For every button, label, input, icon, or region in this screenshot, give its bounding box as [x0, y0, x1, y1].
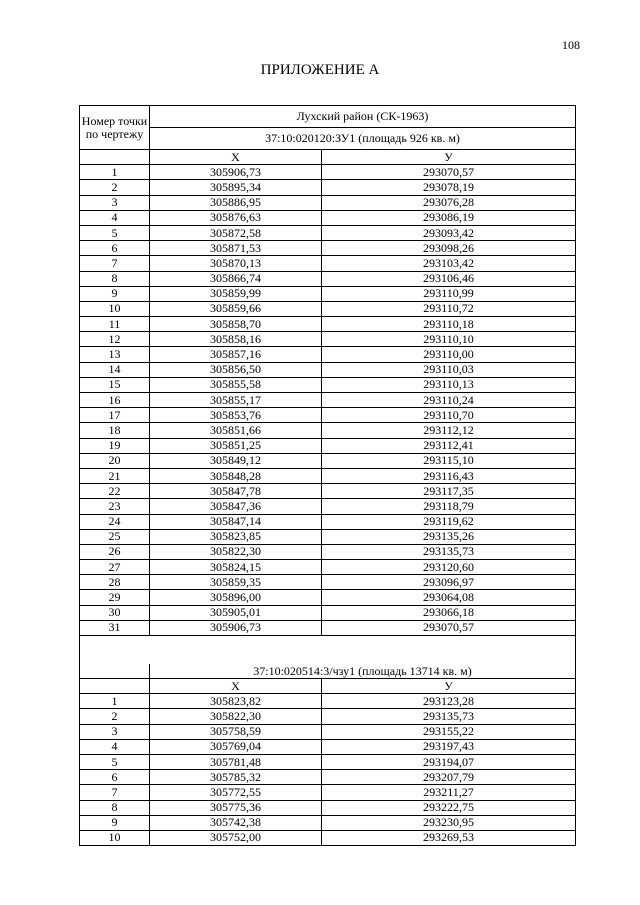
- coordinates-table-body: [80, 106, 576, 846]
- table-row: [80, 271, 576, 286]
- page-title: ПРИЛОЖЕНИЕ А: [260, 62, 380, 78]
- y-coordinate-cell: 293118,79: [322, 499, 576, 514]
- point-number-cell: 6: [80, 241, 150, 256]
- y-coordinate-cell: 293110,70: [322, 408, 576, 423]
- table-row: [80, 332, 576, 347]
- y-coordinate-cell: 293194,07: [322, 754, 576, 769]
- x-coordinate-cell: 305855,58: [150, 377, 322, 392]
- y-coordinate-cell: 293115,10: [322, 453, 576, 468]
- table-row: [80, 301, 576, 316]
- point-number-cell: 5: [80, 754, 150, 769]
- y-coordinate-cell: 293135,73: [322, 544, 576, 559]
- point-number-cell: 14: [80, 362, 150, 377]
- table-row: [80, 739, 576, 754]
- y-coordinate-cell: 293135,73: [322, 709, 576, 724]
- table-row: [80, 468, 576, 483]
- region-header: Лухский район (СК-1963): [150, 106, 576, 128]
- table-row: [80, 256, 576, 271]
- point-number-cell: 20: [80, 453, 150, 468]
- table-row: [80, 605, 576, 620]
- point-number-cell: 19: [80, 438, 150, 453]
- table-row: [80, 815, 576, 830]
- x-coordinate-cell: 305847,14: [150, 514, 322, 529]
- y-coordinate-cell: 293078,19: [322, 180, 576, 195]
- x-coordinate-cell: 305849,12: [150, 453, 322, 468]
- point-number-cell: 11: [80, 317, 150, 332]
- y-coordinate-cell: 293123,28: [322, 694, 576, 709]
- y-coordinate-cell: 293230,95: [322, 815, 576, 830]
- table-row: [80, 770, 576, 785]
- x-coordinate-cell: 305855,17: [150, 393, 322, 408]
- x-coordinate-cell: 305876,63: [150, 210, 322, 225]
- x-coordinate-cell: 305906,73: [150, 165, 322, 180]
- point-number-cell: 17: [80, 408, 150, 423]
- x-coordinate-cell: 305895,34: [150, 180, 322, 195]
- x-coordinate-cell: 305906,73: [150, 620, 322, 635]
- point-number-cell: 7: [80, 785, 150, 800]
- table-row: [80, 544, 576, 559]
- y-coordinate-cell: 293110,00: [322, 347, 576, 362]
- point-number-cell: 31: [80, 620, 150, 635]
- y-coordinate-cell: 293119,62: [322, 514, 576, 529]
- point-number-cell: 9: [80, 815, 150, 830]
- section-separator-row: [80, 636, 576, 665]
- table-row: [80, 317, 576, 332]
- x-coordinate-cell: 305781,48: [150, 754, 322, 769]
- x-coordinate-cell: 305785,32: [150, 770, 322, 785]
- page-number: 108: [562, 38, 580, 52]
- y-coordinate-cell: 293070,57: [322, 165, 576, 180]
- table-row: [80, 785, 576, 800]
- y-column-header: У: [322, 679, 576, 694]
- point-number-header: Номер точки по чертежу: [80, 106, 150, 150]
- x-coordinate-cell: 305823,82: [150, 694, 322, 709]
- table-row: [80, 830, 576, 845]
- point-number-cell: 22: [80, 484, 150, 499]
- y-coordinate-cell: 293112,41: [322, 438, 576, 453]
- point-number-cell: 9: [80, 286, 150, 301]
- point-number-cell: 3: [80, 724, 150, 739]
- y-coordinate-cell: 293066,18: [322, 605, 576, 620]
- table-row: [80, 514, 576, 529]
- table-row: [80, 210, 576, 225]
- y-coordinate-cell: 293103,42: [322, 256, 576, 271]
- y-coordinate-cell: 293197,43: [322, 739, 576, 754]
- table-row: [80, 724, 576, 739]
- y-coordinate-cell: 293110,18: [322, 317, 576, 332]
- x-coordinate-cell: 305847,36: [150, 499, 322, 514]
- x-coordinate-cell: 305752,00: [150, 830, 322, 845]
- table-row: [80, 393, 576, 408]
- table-row: [80, 590, 576, 605]
- x-coordinate-cell: 305886,95: [150, 195, 322, 210]
- point-number-cell: 3: [80, 195, 150, 210]
- table-row: [80, 709, 576, 724]
- table-row: [80, 560, 576, 575]
- table-row: [80, 165, 576, 180]
- point-number-cell: 8: [80, 800, 150, 815]
- y-coordinate-cell: 293086,19: [322, 210, 576, 225]
- x-coordinate-cell: 305851,25: [150, 438, 322, 453]
- table-row: [80, 241, 576, 256]
- y-coordinate-cell: 293064,08: [322, 590, 576, 605]
- y-coordinate-cell: 293070,57: [322, 620, 576, 635]
- point-number-cell: 1: [80, 165, 150, 180]
- point-number-cell: 7: [80, 256, 150, 271]
- y-coordinate-cell: 293112,12: [322, 423, 576, 438]
- x-coordinate-cell: 305870,13: [150, 256, 322, 271]
- y-coordinate-cell: 293110,24: [322, 393, 576, 408]
- axes-empty-cell: [80, 679, 150, 694]
- axes-empty-cell: [80, 150, 150, 165]
- y-coordinate-cell: 293106,46: [322, 271, 576, 286]
- x-coordinate-cell: 305822,30: [150, 544, 322, 559]
- x-coordinate-cell: 305871,53: [150, 241, 322, 256]
- x-coordinate-cell: 305851,66: [150, 423, 322, 438]
- y-coordinate-cell: 293211,27: [322, 785, 576, 800]
- y-column-header: У: [322, 150, 576, 165]
- table-row: [80, 195, 576, 210]
- y-coordinate-cell: 293110,72: [322, 301, 576, 316]
- y-coordinate-cell: 293110,03: [322, 362, 576, 377]
- point-number-cell: 4: [80, 739, 150, 754]
- point-number-cell: 13: [80, 347, 150, 362]
- x-coordinate-cell: 305822,30: [150, 709, 322, 724]
- point-number-cell: 26: [80, 544, 150, 559]
- x-coordinate-cell: 305772,55: [150, 785, 322, 800]
- y-coordinate-cell: 293135,26: [322, 529, 576, 544]
- point-number-cell: 29: [80, 590, 150, 605]
- y-coordinate-cell: 293207,79: [322, 770, 576, 785]
- x-coordinate-cell: 305859,35: [150, 575, 322, 590]
- x-coordinate-cell: 305872,58: [150, 225, 322, 240]
- table-row: [80, 499, 576, 514]
- point-number-cell: 24: [80, 514, 150, 529]
- header-row-axes: [80, 150, 576, 165]
- table-row: [80, 362, 576, 377]
- point-number-cell: 10: [80, 301, 150, 316]
- x-coordinate-cell: 305858,16: [150, 332, 322, 347]
- x-coordinate-cell: 305858,70: [150, 317, 322, 332]
- table-row: [80, 377, 576, 392]
- coordinates-table: [79, 105, 576, 846]
- y-coordinate-cell: 293222,75: [322, 800, 576, 815]
- x-coordinate-cell: 305823,85: [150, 529, 322, 544]
- x-coordinate-cell: 305769,04: [150, 739, 322, 754]
- table-row: [80, 408, 576, 423]
- header-row-region: [80, 106, 576, 128]
- point-number-cell: 16: [80, 393, 150, 408]
- table-row: [80, 180, 576, 195]
- point-number-cell: 6: [80, 770, 150, 785]
- x-coordinate-cell: 305847,78: [150, 484, 322, 499]
- x-coordinate-cell: 305905,01: [150, 605, 322, 620]
- x-column-header: X: [150, 679, 322, 694]
- table-row: [80, 453, 576, 468]
- table-row: [80, 575, 576, 590]
- table-row: [80, 620, 576, 635]
- section-separator-cell: [80, 636, 576, 665]
- point-number-cell: 5: [80, 225, 150, 240]
- point-number-cell: 2: [80, 709, 150, 724]
- x-coordinate-cell: 305857,16: [150, 347, 322, 362]
- table-row: [80, 754, 576, 769]
- y-coordinate-cell: 293117,35: [322, 484, 576, 499]
- y-coordinate-cell: 293098,26: [322, 241, 576, 256]
- point-number-cell: 21: [80, 468, 150, 483]
- x-coordinate-cell: 305848,28: [150, 468, 322, 483]
- point-number-cell: 10: [80, 830, 150, 845]
- point-number-cell: 4: [80, 210, 150, 225]
- parcel-2-title: 37:10:020514:3/чзу1 (площадь 13714 кв. м): [150, 664, 576, 679]
- point-number-cell: 15: [80, 377, 150, 392]
- table-row: [80, 225, 576, 240]
- point-number-cell: 30: [80, 605, 150, 620]
- table-row: [80, 423, 576, 438]
- x-coordinate-cell: 305896,00: [150, 590, 322, 605]
- x-coordinate-cell: 305824,15: [150, 560, 322, 575]
- x-coordinate-cell: 305859,66: [150, 301, 322, 316]
- header-row-axes-2: [80, 679, 576, 694]
- point-number-cell: 28: [80, 575, 150, 590]
- table-row: [80, 529, 576, 544]
- y-coordinate-cell: 293269,53: [322, 830, 576, 845]
- y-coordinate-cell: 293155,22: [322, 724, 576, 739]
- y-coordinate-cell: 293110,10: [322, 332, 576, 347]
- y-coordinate-cell: 293110,99: [322, 286, 576, 301]
- point-number-cell: 2: [80, 180, 150, 195]
- parcel-2-empty-cell: [80, 664, 150, 679]
- y-coordinate-cell: 293096,97: [322, 575, 576, 590]
- parcel-1-title: 37:10:020120:ЗУ1 (площадь 926 кв. м): [150, 128, 576, 150]
- y-coordinate-cell: 293110,13: [322, 377, 576, 392]
- table-row: [80, 800, 576, 815]
- x-coordinate-cell: 305856,50: [150, 362, 322, 377]
- x-coordinate-cell: 305758,59: [150, 724, 322, 739]
- table-row: [80, 694, 576, 709]
- x-coordinate-cell: 305742,38: [150, 815, 322, 830]
- table-row: [80, 347, 576, 362]
- table-row: [80, 438, 576, 453]
- point-number-cell: 25: [80, 529, 150, 544]
- point-number-cell: 1: [80, 694, 150, 709]
- x-coordinate-cell: 305866,74: [150, 271, 322, 286]
- table-row: [80, 286, 576, 301]
- x-coordinate-cell: 305775,36: [150, 800, 322, 815]
- x-coordinate-cell: 305859,99: [150, 286, 322, 301]
- point-number-cell: 8: [80, 271, 150, 286]
- y-coordinate-cell: 293120,60: [322, 560, 576, 575]
- point-number-cell: 18: [80, 423, 150, 438]
- x-coordinate-cell: 305853,76: [150, 408, 322, 423]
- header-row-parcel: [80, 128, 576, 150]
- point-number-cell: 12: [80, 332, 150, 347]
- point-number-cell: 23: [80, 499, 150, 514]
- x-column-header: X: [150, 150, 322, 165]
- y-coordinate-cell: 293076,28: [322, 195, 576, 210]
- table-row: [80, 484, 576, 499]
- parcel-2-title-row: [80, 664, 576, 679]
- y-coordinate-cell: 293116,43: [322, 468, 576, 483]
- point-number-cell: 27: [80, 560, 150, 575]
- y-coordinate-cell: 293093,42: [322, 225, 576, 240]
